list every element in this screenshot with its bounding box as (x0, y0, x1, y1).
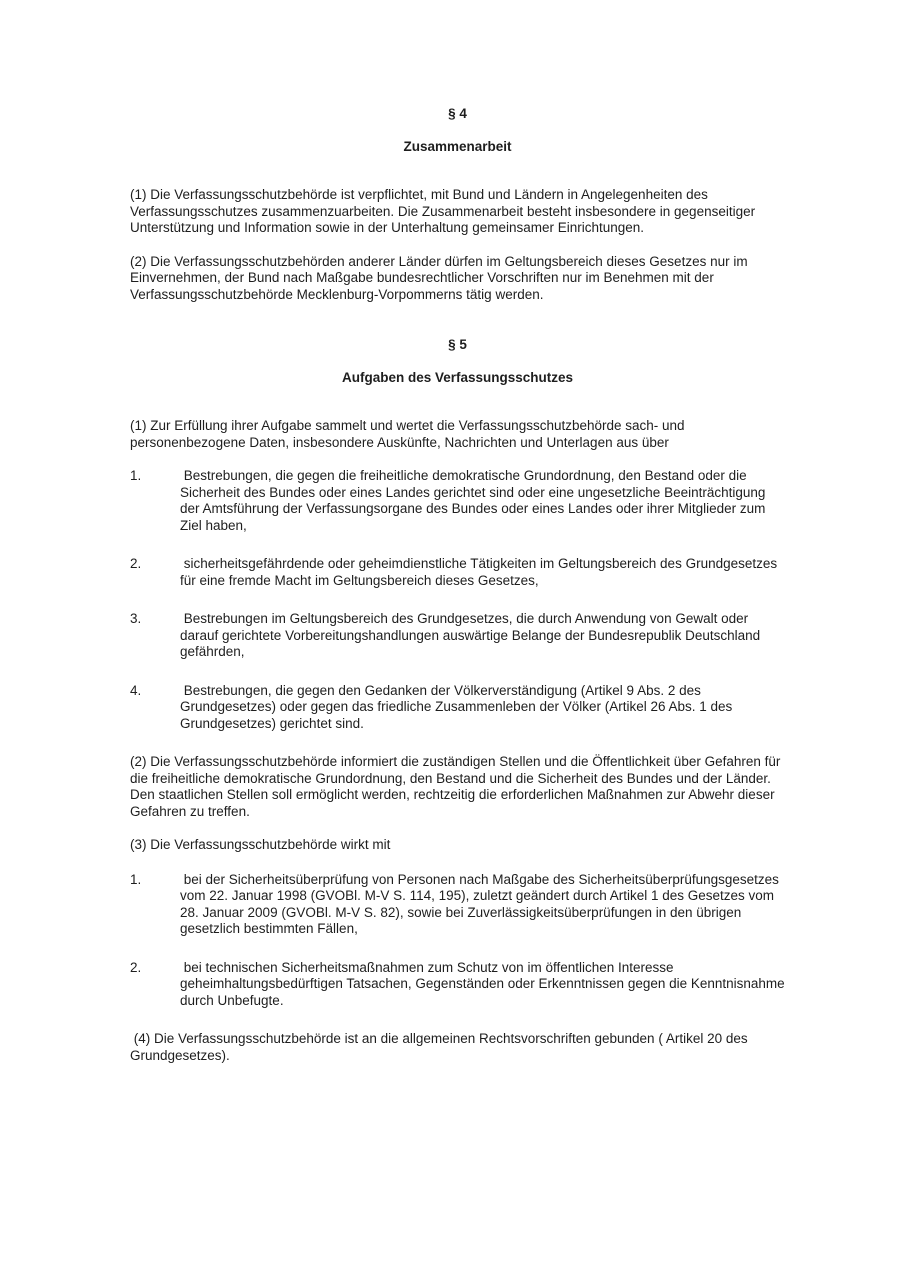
section-heading: § 5 (448, 337, 467, 352)
list-item-number: 1. (130, 468, 142, 483)
list-item (130, 959, 789, 1010)
paragraph: (2) Die Verfassungsschutzbehörden anderer Länder dürfen im Geltungsbereich dieses Gesetzes nur im Einvernehmen, der Bund nach Maßgabe bundesrechtlicher Vorschriften nur im Benehmen mit der Verfassungsschutzbehörde Mecklenburg-Vorpommerns tätig werden. (130, 253, 752, 302)
list-item-number: 4. (130, 682, 142, 698)
paragraph: (1) Die Verfassungsschutzbehörde ist verpflichtet, mit Bund und Ländern in Angelegenheiten des Verfassungsschutzes zusammenzuarbeiten. Die Zusammenarbeit besteht insbesondere in gegenseitiger Unterstützung und Information sowie in der Unterhaltung gemeinsamer Einrichtungen. (130, 187, 759, 235)
list-item-text: Bestrebungen, die gegen die freiheitliche demokratische Grundordnung, den Bestand oder die Sicherheit des Bundes oder eines Landes gerichtet sind oder eine ungesetzliche Beeinträchtigung der Amtsführung der Verfassungsorgane des Bundes oder eines Landes oder ihrer Mitglieder zum Ziel haben, (180, 468, 770, 533)
list-item (130, 556, 785, 589)
paragraph: (4) Die Verfassungsschutzbehörde ist an die allgemeinen Rechtsvorschriften gebunden ( Artikel 20 des Grundgesetzes). (130, 1031, 752, 1063)
list-item (130, 872, 785, 938)
section-heading: § 4 (448, 106, 467, 121)
title-heading: Aufgaben des Verfassungsschutzes (341, 369, 574, 385)
list-item-number: 2. (130, 556, 142, 571)
list-item-text: bei der Sicherheitsüberprüfung von Personen nach Maßgabe des Sicherheitsüberprüfungsgesetzes vom 22. Januar 1998 (GVOBl. M-V S. 114, 195), zuletzt geändert durch Artikel 1 des Gesetzes vom 28. Januar 2009 (GVOBl. M-V S. 82), sowie bei Zuverlässigkeitsüberprüfungen in den übrigen gesetzlich bestimmten Fällen, (180, 871, 783, 936)
paragraph: (3) Die Verfassungsschutzbehörde wirkt mit (130, 837, 391, 852)
list-item (130, 468, 785, 534)
list-item-number: 2. (130, 959, 142, 975)
paragraph: (2) Die Verfassungsschutzbehörde informiert die zuständigen Stellen und die Öffentlichkeit über Gefahren für die freiheitliche demokratische Grundordnung, den Bestand und die Sicherheit des Bundes und der Länder. Den staatlichen Stellen soll ermöglicht werden, rechtzeitig die erforderlichen Maßnahmen zur Abwehr dieser Gefahren zu treffen. (130, 754, 785, 819)
numbered-list (130, 871, 789, 1010)
list-item-text: Bestrebungen, die gegen den Gedanken der Völkerverständigung (Artikel 9 Abs. 2 des Grundgesetzes) oder gegen das friedliche Zusammenleben der Völker (Artikel 26 Abs. 1 des Grundgesetzes) gerichtet sind. (180, 682, 737, 731)
list-item-text: sicherheitsgefährdende oder geheimdienstliche Tätigkeiten im Geltungsbereich des Grundgesetzes für eine fremde Macht im Geltungsbereich dieses Gesetzes, (180, 556, 781, 588)
document-body (130, 106, 789, 1064)
title-heading: Zusammenarbeit (403, 138, 512, 154)
list-item-text: bei technischen Sicherheitsmaßnahmen zum Schutz von im öffentlichen Interesse geheimhaltungsbedürftigen Tatsachen, Gegenständen oder Erkenntnissen gegen die Kenntnisnahme durch Unbefugte. (180, 959, 789, 1008)
list-item-number: 3. (130, 611, 142, 626)
numbered-list (130, 468, 785, 732)
list-item (130, 683, 785, 733)
list-item-text: Bestrebungen im Geltungsbereich des Grundgesetzes, die durch Anwendung von Gewalt oder darauf gerichtete Vorbereitungshandlungen auswärtige Belange der Bundesrepublik Deutschland gefährden, (180, 611, 764, 659)
paragraph: (1) Zur Erfüllung ihrer Aufgabe sammelt und wertet die Verfassungsschutzbehörde sach- und personenbezogene Daten, insbesondere Auskünfte, Nachrichten und Unterlagen aus über (130, 418, 689, 450)
list-item-number: 1. (130, 871, 142, 887)
list-item (130, 611, 785, 661)
